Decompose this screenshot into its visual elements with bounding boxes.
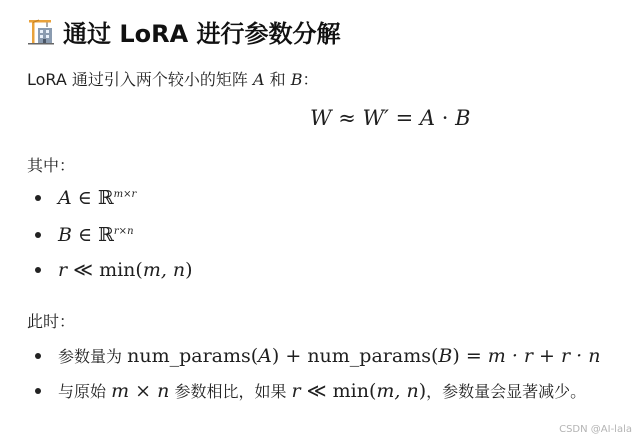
bullet-rel-min: ≪ min( [67,259,143,281]
compare-min-args: m, n [376,380,419,402]
page-title [27,14,341,48]
title-text: 通过 LoRA 进行参数分解 [63,19,341,48]
list-item [35,344,600,367]
num-params-fn1: num_params( [127,345,259,367]
num-params-equals: = [459,345,488,367]
thus-label: 此时： [27,312,76,331]
compare-close-paren: ) [418,380,427,402]
intro-matrix-a: A [253,70,265,89]
num-params-close: ) [452,345,460,367]
compare-rel-min: ≪ min( [300,380,377,402]
bullet-dot [35,232,41,238]
watermark: CSDN @AI-lala [559,424,632,435]
bullet-in-reals: ∈ ℝ [71,187,114,209]
bullet-dot [35,195,41,201]
compare-mid: 参数相比，如果 [169,382,292,401]
bullet-min-args: m, n [142,259,186,281]
bullet-var-a: A [58,187,72,209]
num-params-mid: ) + num_params( [271,345,439,367]
intro-matrix-b: B [290,70,303,89]
bullet-dot [35,267,41,273]
intro-text-mid: 和 [264,70,291,89]
num-params-rhs: m · r + r · n [487,345,601,367]
where-label: 其中： [27,156,76,175]
bullet-dim-b: r×n [113,225,134,237]
intro-text-end: ： [302,70,319,89]
compare-r: r [291,380,301,402]
main-formula [310,106,471,130]
intro-paragraph [27,67,319,90]
list-item [35,224,134,246]
param-count-prefix: 参数量为 [58,347,128,366]
intro-text-before: LoRA 通过引入两个较小的矩阵 [27,70,254,89]
bullet-dim-a: m×r [113,188,137,200]
construction-crane-building-icon [27,17,55,45]
compare-suffix: ，参数量会显著减少。 [426,382,587,401]
bullet-var-b: B [58,224,72,246]
bullet-var-r: r [58,259,68,281]
formula-b: B [455,106,471,130]
compare-prefix: 与原始 [58,382,112,401]
formula-a: A [419,106,436,130]
list-item [35,379,586,402]
compare-mn: m × n [111,380,170,402]
num-params-b: B [438,345,453,367]
bullet-dot [35,353,41,359]
formula-equals: = [388,106,420,130]
list-item [35,259,193,281]
formula-w-prime: W′ [362,106,389,130]
num-params-a: A [258,345,272,367]
formula-w: W [310,106,332,130]
formula-dot: · [435,106,456,130]
list-item [35,187,136,209]
bullet-close-paren: ) [185,259,193,281]
formula-approx: ≈ [331,106,363,130]
bullet-dot [35,388,41,394]
bullet-in-reals: ∈ ℝ [71,224,114,246]
